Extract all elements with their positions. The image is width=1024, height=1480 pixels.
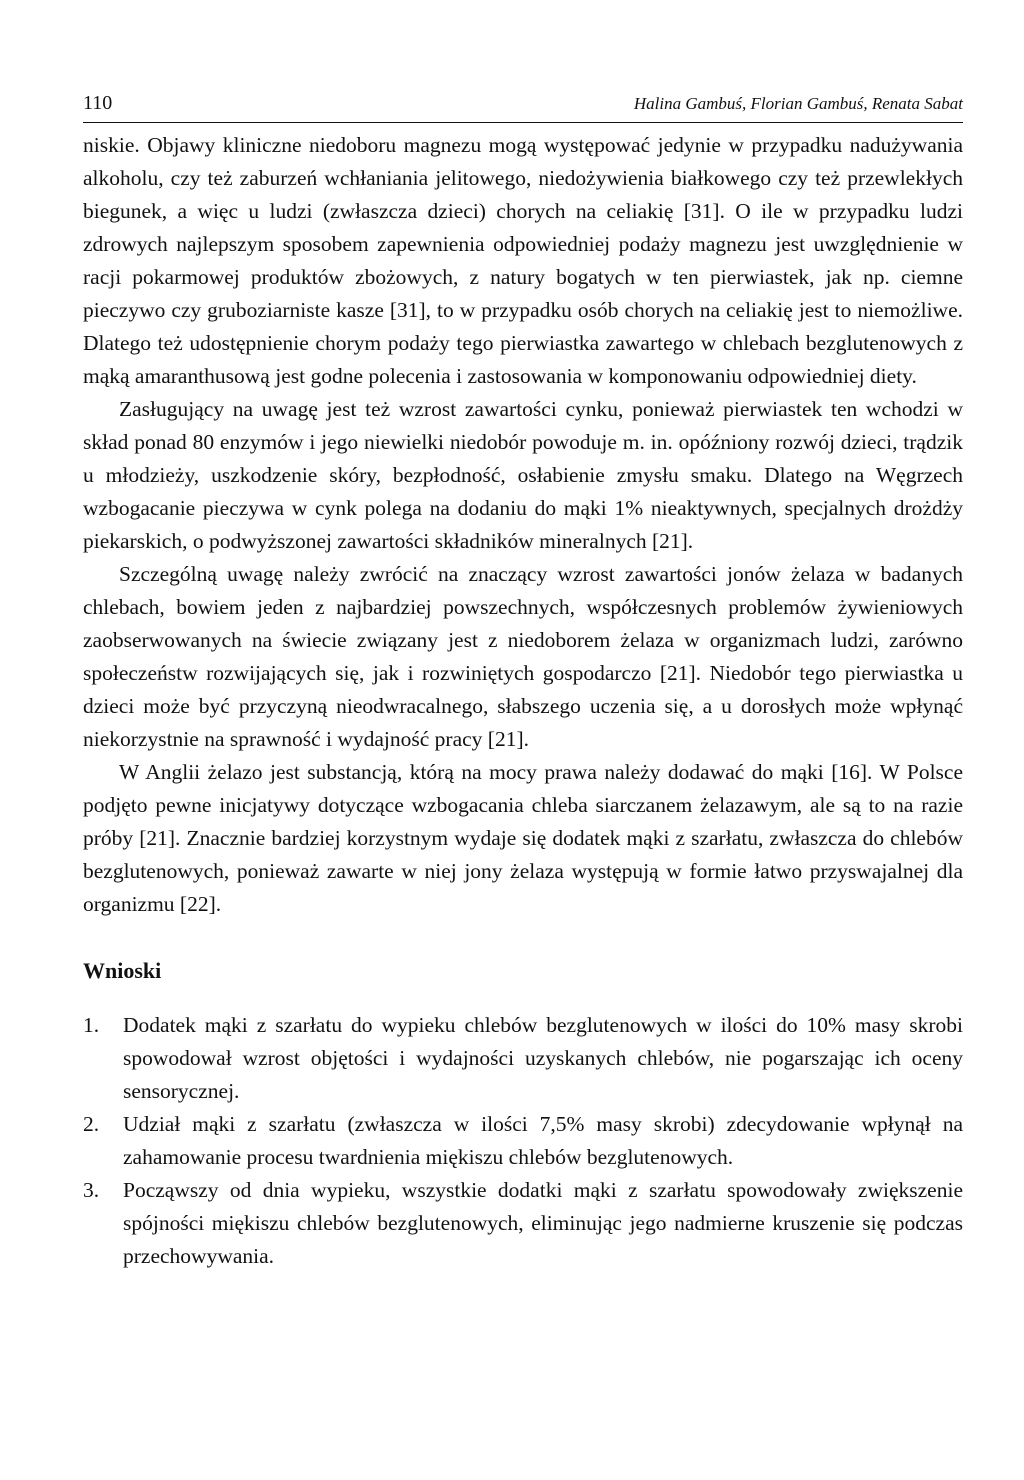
body-paragraph-zinc: Zasługujący na uwagę jest też wzrost zawartości cynku, ponieważ pierwiastek ten wchodzi w skład ponad 80 enzymów i jego niewielki niedobór powoduje m. in. opóźniony rozwój dzieci, trądzik u młodzieży, uszkodzenie skóry, bezpłodność, osłabienie zmysłu smaku. Dlatego na Węgrzech wzbogacanie pieczywa w cynk polega na dodaniu do mąki 1% nieaktywnych, specjalnych drożdży piekarskich, o podwyższonej zawartości składników mineralnych [21].: [83, 397, 963, 553]
body-paragraph-iron: Szczególną uwagę należy zwrócić na znaczący wzrost zawartości jonów żelaza w badanych chlebach, bowiem jeden z najbardziej powszechnych, współczesnych problemów żywieniowych zaobserwowanych na świecie związany jest z niedoborem żelaza w organizmach ludzi, zarówno społeczeństw rozwijających się, jak i rozwiniętych gospodarczo [21]. Niedobór tego pierwiastka u dzieci może być przyczyną nieodwracalnego, słabszego uczenia się, a u dorosłych może wpłynąć niekorzystnie na sprawność i wydajność pracy [21].: [83, 562, 963, 751]
conclusion-text: Począwszy od dnia wypieku, wszystkie dodatki mąki z szarłatu spowodowały zwiększenie spójności miękiszu chlebów bezglutenowych, eliminując jego nadmierne kruszenie się podczas przechowywania.: [123, 1178, 963, 1268]
running-head-authors: Halina Gambuś, Florian Gambuś, Renata Sabat: [633, 94, 963, 113]
page: [83, 92, 963, 1273]
conclusion-number: 1.: [83, 1013, 100, 1037]
page-number: 110: [83, 92, 113, 114]
running-header: [83, 92, 963, 123]
conclusion-number: 2.: [83, 1112, 100, 1136]
conclusion-item: [83, 1009, 963, 1108]
conclusion-item: [83, 1108, 963, 1174]
conclusion-text: Udział mąki z szarłatu (zwłaszcza w ilości 7,5% masy skrobi) zdecydowanie wpłynął na zahamowanie procesu twardnienia miękiszu chlebów bezglutenowych.: [123, 1112, 963, 1169]
section-heading-conclusions: Wnioski: [83, 958, 162, 983]
conclusion-text: Dodatek mąki z szarłatu do wypieku chlebów bezglutenowych w ilości do 10% masy skrobi spowodował wzrost objętości i wydajności uzyskanych chlebów, nie pogarszając ich oceny sensorycznej.: [123, 1013, 963, 1103]
conclusion-item: [83, 1174, 963, 1273]
body-paragraph-continued: niskie. Objawy kliniczne niedoboru magnezu mogą występować jedynie w przypadku nadużywania alkoholu, czy też zaburzeń wchłaniania jelitowego, niedożywienia białkowego czy też przewlekłych biegunek, a więc u ludzi (zwłaszcza dzieci) chorych na celiakię [31]. O ile w przypadku ludzi zdrowych najlepszym sposobem zapewnienia odpowiedniej podaży magnezu jest uwzględnienie w racji pokarmowej produktów zbożowych, z natury bogatych w ten pierwiastek, jak np. ciemne pieczywo czy gruboziarniste kasze [31], to w przypadku osób chorych na celiakię jest to niemożliwe. Dlatego też udostępnienie chorym podaży tego pierwiastka zawartego w chlebach bezglutenowych z mąką amaranthusową jest godne polecenia i zastosowania w komponowaniu odpowiedniej diety.: [83, 133, 963, 388]
conclusion-number: 3.: [83, 1178, 100, 1202]
conclusions-list: [83, 1009, 963, 1273]
body-paragraph-england: W Anglii żelazo jest substancją, którą na mocy prawa należy dodawać do mąki [16]. W Polsce podjęto pewne inicjatywy dotyczące wzbogacania chleba siarczanem żelazawym, ale są to na razie próby [21]. Znacznie bardziej korzystnym wydaje się dodatek mąki z szarłatu, zwłaszcza do chlebów bezglutenowych, ponieważ zawarte w niej jony żelaza występują w formie łatwo przyswajalnej dla organizmu [22].: [83, 760, 963, 916]
